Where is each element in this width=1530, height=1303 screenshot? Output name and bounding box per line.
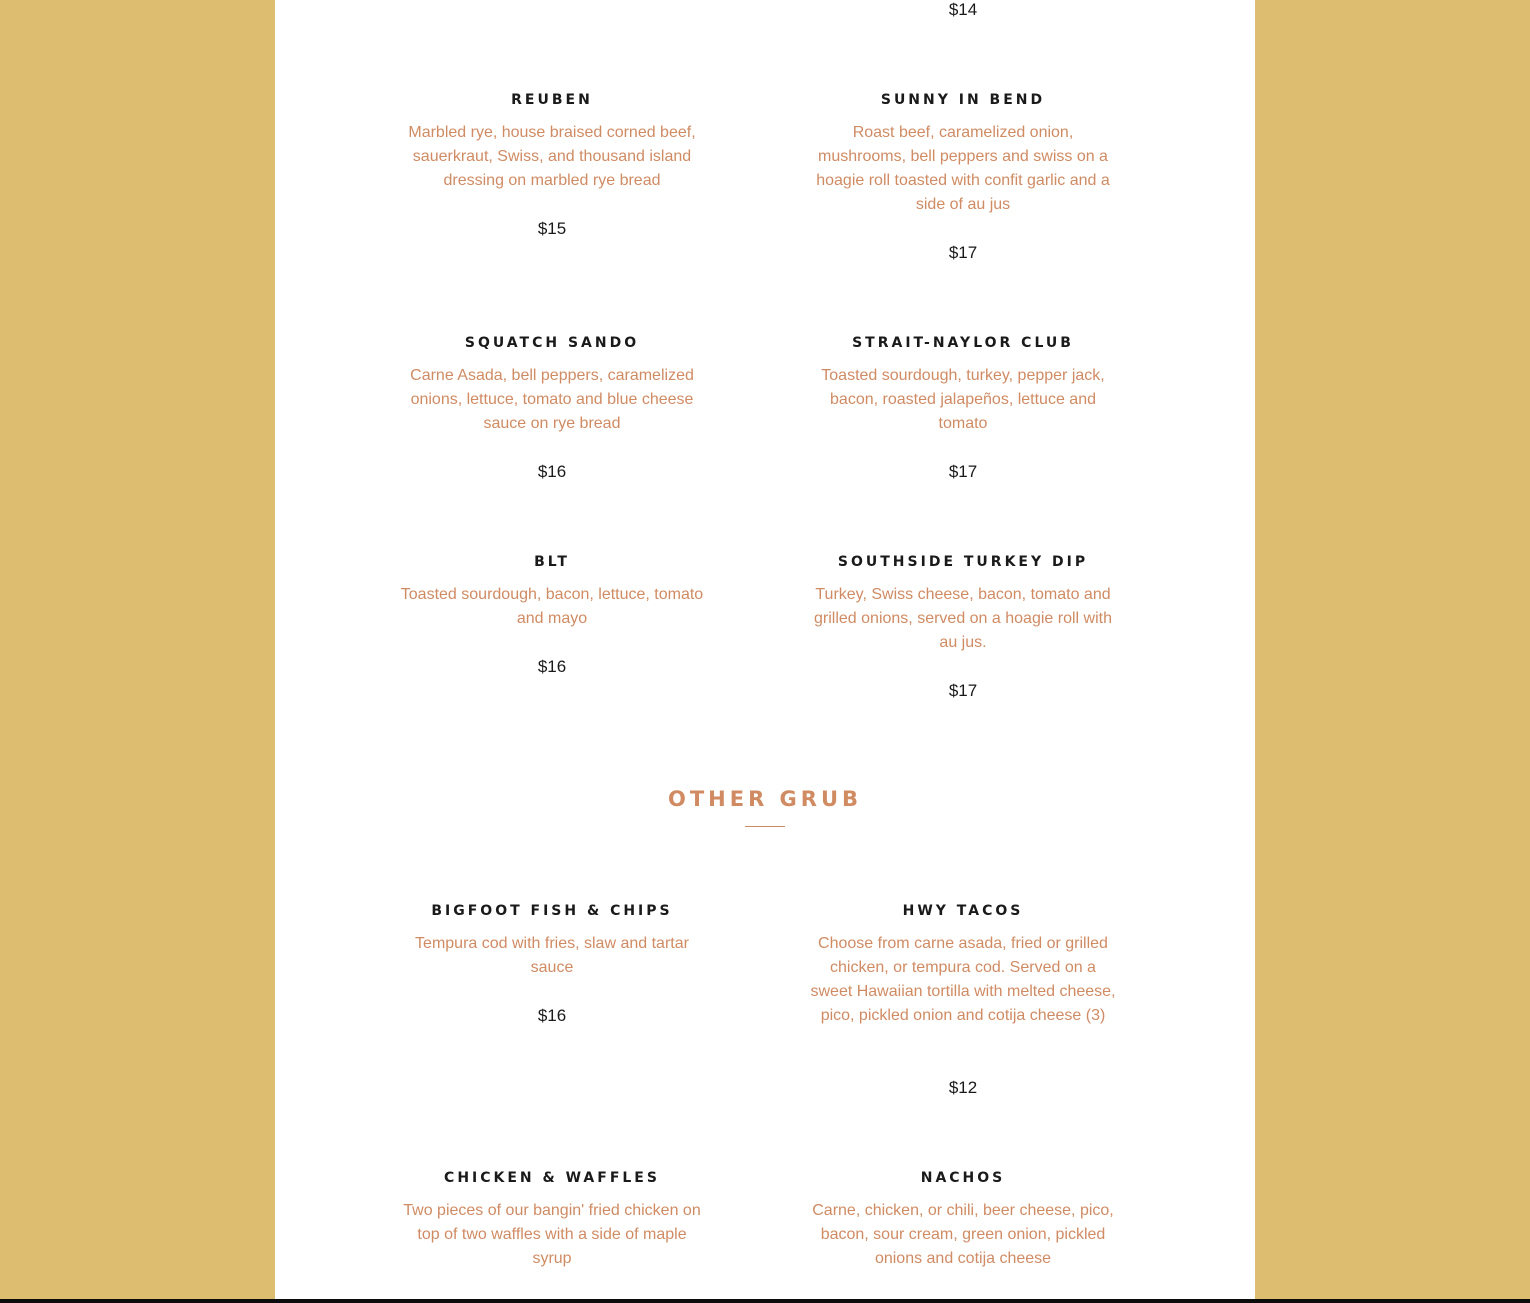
item-description: Carne, chicken, or chili, beer cheese, pico, bacon, sour cream, green onion, pickled onions and cotija cheese: [812, 1202, 1114, 1267]
item-price: $17: [948, 462, 978, 481]
item-name: BLT: [534, 554, 570, 570]
section-title-other-grub: OTHER GRUB: [667, 787, 863, 811]
item-description: Toasted sourdough, bacon, lettuce, tomato and mayo: [400, 586, 704, 627]
item-price: $17: [948, 681, 978, 700]
item-price: $16: [537, 1006, 567, 1025]
item-description: Two pieces of our bangin' fried chicken on top of two waffles with a side of maple syrup: [403, 1202, 701, 1267]
item-description: Roast beef, caramelized onion, mushrooms, bell peppers and swiss on a hoagie roll toasted with confit garlic and a side of au jus: [816, 124, 1110, 213]
item-name: NACHOS: [920, 1170, 1006, 1186]
item-name: SUNNY IN BEND: [880, 92, 1046, 108]
bottom-edge-bar: [0, 1299, 1530, 1303]
item-description: Tempura cod with fries, slaw and tartar sauce: [415, 935, 689, 976]
item-description: Marbled rye, house braised corned beef, sauerkraut, Swiss, and thousand island dressing on marbled rye bread: [408, 124, 696, 189]
item-description: Toasted sourdough, turkey, pepper jack, bacon, roasted jalapeños, lettuce and tomato: [821, 367, 1105, 432]
item-name: STRAIT-NAYLOR CLUB: [852, 335, 1074, 351]
item-name: BIGFOOT FISH & CHIPS: [431, 903, 673, 919]
item-price: $16: [537, 462, 567, 481]
item-price: $12: [948, 1078, 978, 1097]
item-description: Turkey, Swiss cheese, bacon, tomato and grilled onions, served on a hoagie roll with au jus.: [814, 586, 1112, 651]
item-name: SOUTHSIDE TURKEY DIP: [837, 554, 1089, 570]
item-description: Choose from carne asada, fried or grilled chicken, or tempura cod. Served on a sweet Hawaiian tortilla with melted cheese, pico, pickled onion and cotija cheese (3): [810, 935, 1116, 1024]
menu-panel: [275, 0, 1255, 1299]
item-description: Carne Asada, bell peppers, caramelized onions, lettuce, tomato and blue cheese sauce on rye bread: [410, 367, 694, 432]
section-divider: [745, 826, 785, 827]
item-name: HWY TACOS: [902, 903, 1024, 919]
item-price: $16: [537, 657, 567, 676]
item-name: REUBEN: [511, 92, 593, 108]
item-name: SQUATCH SANDO: [464, 335, 640, 351]
item-price: $14: [948, 0, 978, 19]
item-price: $17: [948, 243, 978, 262]
item-name: CHICKEN & WAFFLES: [444, 1170, 660, 1186]
item-price: $15: [537, 219, 567, 238]
